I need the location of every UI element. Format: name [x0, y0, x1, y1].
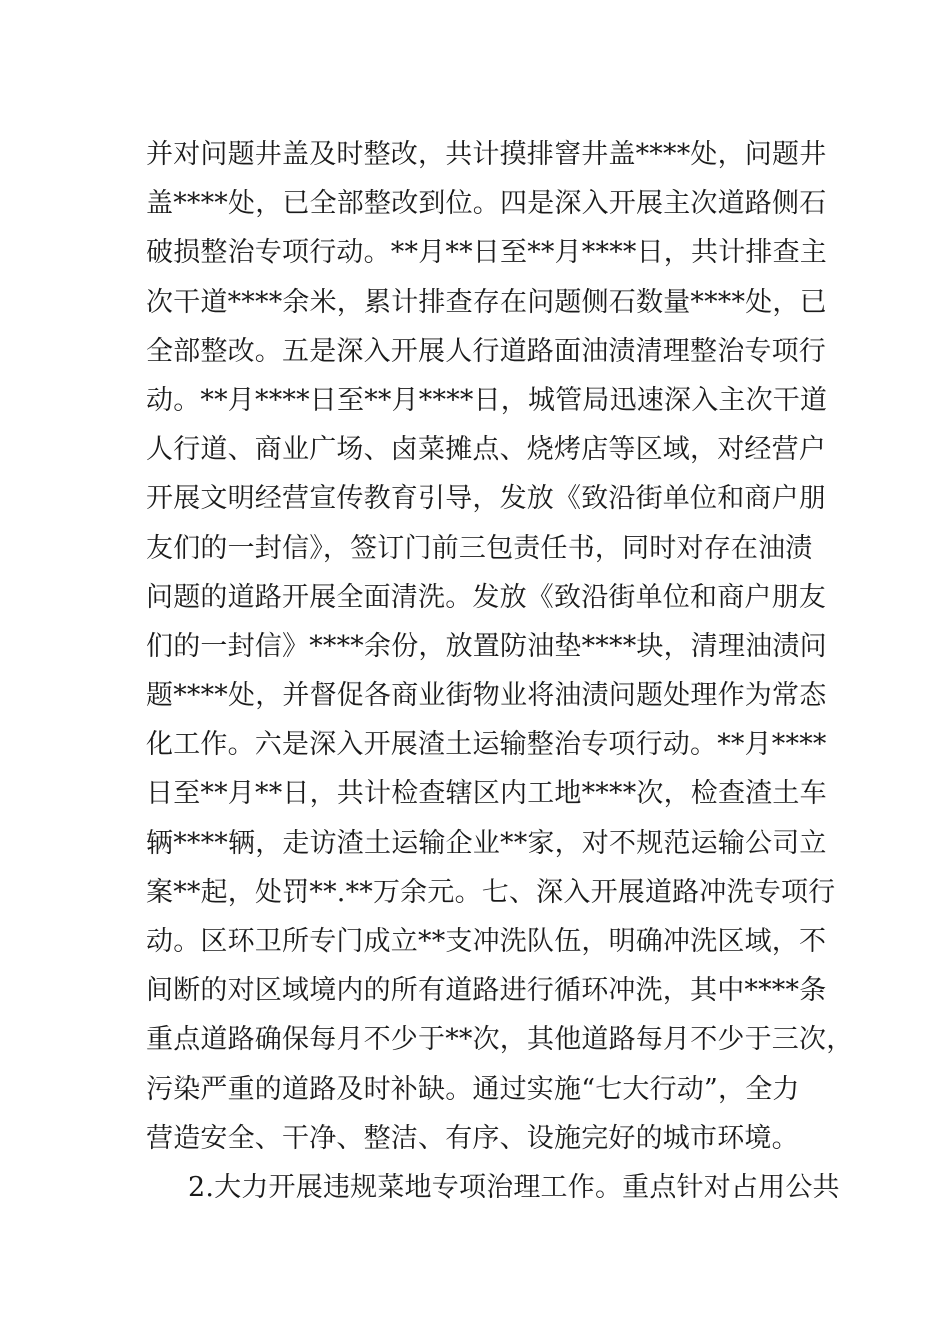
text-line-8: 开展文明经营宣传教育引导，发放《致沿街单位和商户朋	[146, 483, 826, 515]
text-line-15: 辆****辆，走访渣土运输企业**家，对不规范运输公司立	[146, 827, 827, 859]
text-line-4: 次干道****余米，累计排查存在问题侧石数量****处，已	[146, 286, 827, 318]
text-line-13: 化工作。六是深入开展渣土运输整治专项行动。**月****	[146, 729, 827, 761]
text-line-3: 破损整治专项行动。**月**日至**月****日，共计排查主	[146, 237, 827, 269]
text-line-5: 全部整改。五是深入开展人行道路面油渍清理整治专项行	[146, 335, 826, 367]
body-text	[146, 130, 854, 1212]
text-line-17: 动。区环卫所专门成立**支冲洗队伍，明确冲洗区域，不	[146, 926, 827, 957]
text-line-6: 动。**月****日至**月****日，城管局迅速深入主次干道	[146, 384, 828, 416]
text-line-19: 重点道路确保每月不少于**次，其他道路每月不少于三次，	[146, 1024, 854, 1056]
text-line-20: 污染严重的道路及时补缺。通过实施“七大行动”，全力	[146, 1073, 800, 1105]
text-line-14: 日至**月**日，共计检查辖区内工地****次，检查渣土车	[146, 778, 827, 810]
text-line-1: 并对问题井盖及时整改，共计摸排窨井盖****处，问题井	[146, 139, 827, 170]
text-line-12: 题****处，并督促各商业街物业将油渍问题处理作为常态	[146, 680, 827, 712]
text-line-9: 友们的一封信》，签订门前三包责任书，同时对存在油渍	[146, 532, 813, 564]
text-line-16: 案**起，处罚**.**万余元。七、深入开展道路冲洗专项行	[146, 876, 836, 908]
paragraph-start-line: 2.大力开展违规菜地专项治理工作。重点针对占用公共	[188, 1171, 840, 1203]
text-line-11: 们的一封信》****余份，放置防油垫****块，清理油渍问	[146, 630, 827, 662]
text-line-2: 盖****处，已全部整改到位。四是深入开展主次道路侧石	[146, 188, 827, 220]
text-line-21: 营造安全、干净、整洁、有序、设施完好的城市环境。	[146, 1122, 799, 1154]
text-line-7: 人行道、商业广场、卤菜摊点、烧烤店等区域，对经营户	[146, 434, 826, 466]
text-line-10: 问题的道路开展全面清洗。发放《致沿街单位和商户朋友	[146, 581, 826, 613]
text-line-18: 间断的对区域境内的所有道路进行循环冲洗，其中****条	[146, 975, 827, 1007]
